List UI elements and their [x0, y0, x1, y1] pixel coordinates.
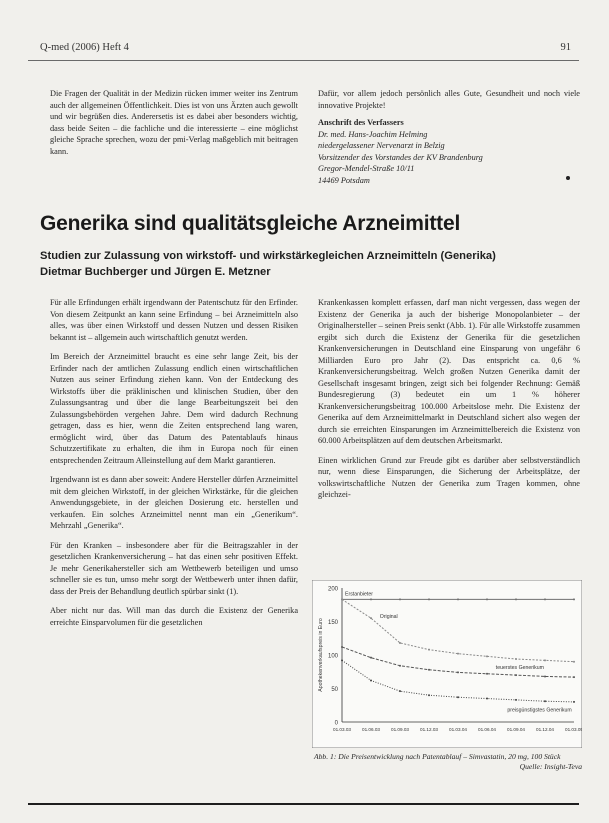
data-point — [341, 598, 343, 600]
data-point — [457, 696, 459, 698]
data-point — [486, 698, 488, 700]
data-point — [399, 665, 401, 667]
data-point — [486, 598, 488, 600]
data-point — [399, 642, 401, 644]
article-right-column — [318, 297, 580, 509]
page-number: 91 — [560, 42, 571, 53]
data-point — [573, 661, 575, 663]
data-point — [370, 617, 372, 619]
data-point — [399, 598, 401, 600]
data-point — [573, 676, 575, 678]
article-left-column — [50, 297, 298, 636]
article-title: Generika sind qualitätsgleiche Arzneimittel — [40, 212, 461, 235]
series-label: Erstanbieter — [345, 591, 373, 598]
data-point — [573, 598, 575, 600]
data-point — [370, 657, 372, 659]
body-paragraph: Krankenkassen komplett erfassen, darf man nicht vergessen, dass wegen der Existenz der Generika ja auch der bisherige Monopolanbieter – der Originalhersteller – seinen Preis senkt (Abb. 1). Für alle Wirkstoffe zusammen ergibt sich durch die Existenz der Generika für die gesetzlichen Krankenversicherungen in Deutschland eine Einsparung von ungefähr 6 Milliarden Euro pro Jahr (2). Das entspricht ca. 0,6 % Krankenversicherungsbeitrag. Welch großen Nutzen Generika damit der Gesellschaft insgesamt bringen, zeigt sich bei folgender Rechnung: Gemäß Bundesregierung (3) bedeutet ein um 1 % höherer Krankenversicherungsbeitrag 100.000 Arbeitslose mehr. Die Existenz der Generika auf dem Arzneimittelmarkt in Deutschland sichert also wegen der durch sie erreichten Einsparungen im Arzneimittelbereich die Existenz von 60.000 Arbeitsplätzen auf dem deutschen Arbeitsmarkt. — [318, 298, 580, 445]
data-point — [573, 701, 575, 703]
body-paragraph: Aber nicht nur das. Will man das durch die Existenz der Generika erreichte Einsparvolumen für die gesetzlichen — [50, 606, 298, 627]
y-axis-label: Apothekenverkaufspreis in Euro — [318, 618, 324, 692]
address-line: 14469 Potsdam — [318, 175, 370, 185]
journal-header: Q-med (2006) Heft 4 — [40, 42, 129, 53]
author-address — [318, 129, 580, 187]
price-chart-svg — [312, 580, 582, 748]
data-point — [370, 598, 372, 600]
y-tick-label: 200 — [327, 586, 338, 593]
price-chart — [312, 580, 582, 748]
x-tick-label: 01.09.04 — [507, 727, 525, 732]
address-line: niedergelassener Nervenarzt in Belzig — [318, 141, 445, 150]
data-point — [370, 679, 372, 681]
data-point — [486, 673, 488, 675]
data-point — [544, 598, 546, 600]
data-point — [428, 598, 430, 600]
data-point — [428, 694, 430, 696]
y-tick-label: 100 — [327, 653, 338, 660]
series-label: Original — [379, 614, 398, 621]
data-point — [544, 659, 546, 661]
x-tick-label: 01.03.05 — [565, 727, 582, 732]
data-point — [341, 646, 343, 648]
previous-article-paragraph: Die Fragen der Qualität in der Medizin rücken immer weiter ins Zentrum auch der allgemeinen Öffentlichkeit. Dies ist von uns Ärzten auch gewollt und wir begrüßen dies. Anderersetis ist es dabei aber besonders wichtig, dass beide Seiten – die fachliche und die interessierte – eine möglichst gleiche Sprache sprechen, wozu der pmi-Verlag maßgeblich mit beitragen kann. — [50, 89, 298, 156]
article-authors: Dietmar Buchberger und Jürgen E. Metzner — [40, 266, 271, 278]
data-point — [515, 674, 517, 676]
data-point — [515, 658, 517, 660]
footer-rule — [28, 803, 579, 805]
data-point — [428, 669, 430, 671]
x-tick-label: 01.03.04 — [449, 727, 467, 732]
chart-frame — [312, 580, 582, 748]
header-rule — [28, 60, 579, 61]
address-line: Dr. med. Hans-Joachim Helming — [318, 129, 428, 139]
figure-caption — [314, 752, 582, 772]
x-tick-label: 01.09.03 — [391, 727, 409, 732]
x-tick-label: 01.12.03 — [420, 727, 438, 732]
data-point — [428, 649, 430, 651]
data-point — [515, 699, 517, 701]
data-point — [457, 653, 459, 655]
address-heading: Anschrift des Verfassers — [318, 118, 404, 127]
y-tick-label: 150 — [327, 620, 338, 626]
x-tick-label: 01.03.03 — [333, 727, 351, 732]
data-point — [544, 700, 546, 702]
body-paragraph: Einen wirklichen Grund zur Freude gibt es darüber aber selbstverständlich nur, wenn diese Einsparungen, die Sicherung der Arbeitsplätze, der volkswirtschaftliche Nutzen der Generika zum Tragen kommen, ohne gleichzei- — [318, 455, 580, 499]
data-point — [399, 690, 401, 692]
data-point — [341, 659, 343, 661]
x-tick-label: 01.12.04 — [536, 727, 554, 732]
figure-caption-text: Abb. 1: Die Preisentwicklung nach Patentablauf – Simvastatin, 20 mg, 100 Stück — [314, 752, 561, 761]
body-paragraph: Für alle Erfindungen erhält irgendwann der Patentschutz für den Erfinder. Von diesem Zeitpunkt an kann seine Erfindung – bei Arzneimitteln also alles, was über einen Wirkstoff und dessen Nutzen und dessen Risiken bekannt ist – allgemein auch wirtschaftlich genutzt werden. — [50, 298, 298, 342]
y-tick-label: 50 — [331, 687, 338, 693]
data-point — [457, 598, 459, 600]
body-paragraph: Für den Kranken – insbesondere aber für die Beitragszahler in der gesetzlichen Krankenversicherung – hat das einen sehr positiven Effekt. Je mehr Generikahersteller sich am Wettbewerb beteiligen und umso schneller sie es tun, umso mehr sorgt der Wettbewerb unter ihnen dafür, dass der Preis der Behandlung deutlich spürbar sinkt (1). — [50, 540, 298, 596]
data-point — [515, 598, 517, 600]
data-point — [457, 671, 459, 673]
body-paragraph: Irgendwann ist es dann aber soweit: Andere Hersteller dürfen Arzneimittel mit dem gleichen Wirkstoff, in der gleichen Wirkstärke, für die gleichen Anwendungsgebiete, in der gleichen Dosierung etc. herstellen und verkaufen. Ein solches Arzneimittel nennt man ein „Generikum“. Mehrzahl „Generika“. — [50, 475, 298, 530]
end-of-article-bullet — [566, 176, 570, 180]
closing-wishes: Dafür, vor allem jedoch persönlich alles Gute, Gesundheit und noch viele innovative Projekte! — [318, 89, 580, 110]
address-line: Gregor-Mendel-Straße 10/11 — [318, 164, 415, 173]
y-tick-label: 0 — [334, 720, 338, 727]
data-point — [486, 655, 488, 657]
series-label: preisgünstigstes Generikum — [507, 707, 572, 714]
x-tick-label: 01.06.04 — [478, 727, 496, 732]
figure-source: Quelle: Insight-Teva — [519, 762, 582, 771]
article-subtitle: Studien zur Zulassung von wirkstoff- und wirkstärkegleichen Arzneimitteln (Generika) — [40, 250, 496, 262]
address-line: Vorsitzender des Vorstandes der KV Brandenburg — [318, 152, 483, 162]
data-point — [544, 675, 546, 677]
previous-article-right — [318, 88, 580, 186]
body-paragraph: Im Bereich der Arzneimittel braucht es eine sehr lange Zeit, bis der Erfinder nach der amtlichen Zulassung endlich einen wirtschaftlichen Nutzen aus seiner Erfindung ziehen kann. Von der Entdeckung des Wirkstoffs über die präklinischen und klinischen Studien, über den Zulassungsantrag und über die lange Bearbeitungszeit bei den Zulassungsbehörden vergehen Jahre. Dem wird dadurch Rechnung getragen, dass es hier, wenn die Zeiten entsprechend lang waren, ermöglicht wird, über das Datum des Patentablaufs hinaus Schutzzertifikate zu erhalten, die ihm in Europa noch für einen entsprechenden Zeitraum Alleinstellung auf dem Markt garantieren. — [50, 352, 298, 465]
series-label: teuerstes Generikum — [495, 665, 544, 672]
x-tick-label: 01.06.03 — [362, 727, 380, 732]
